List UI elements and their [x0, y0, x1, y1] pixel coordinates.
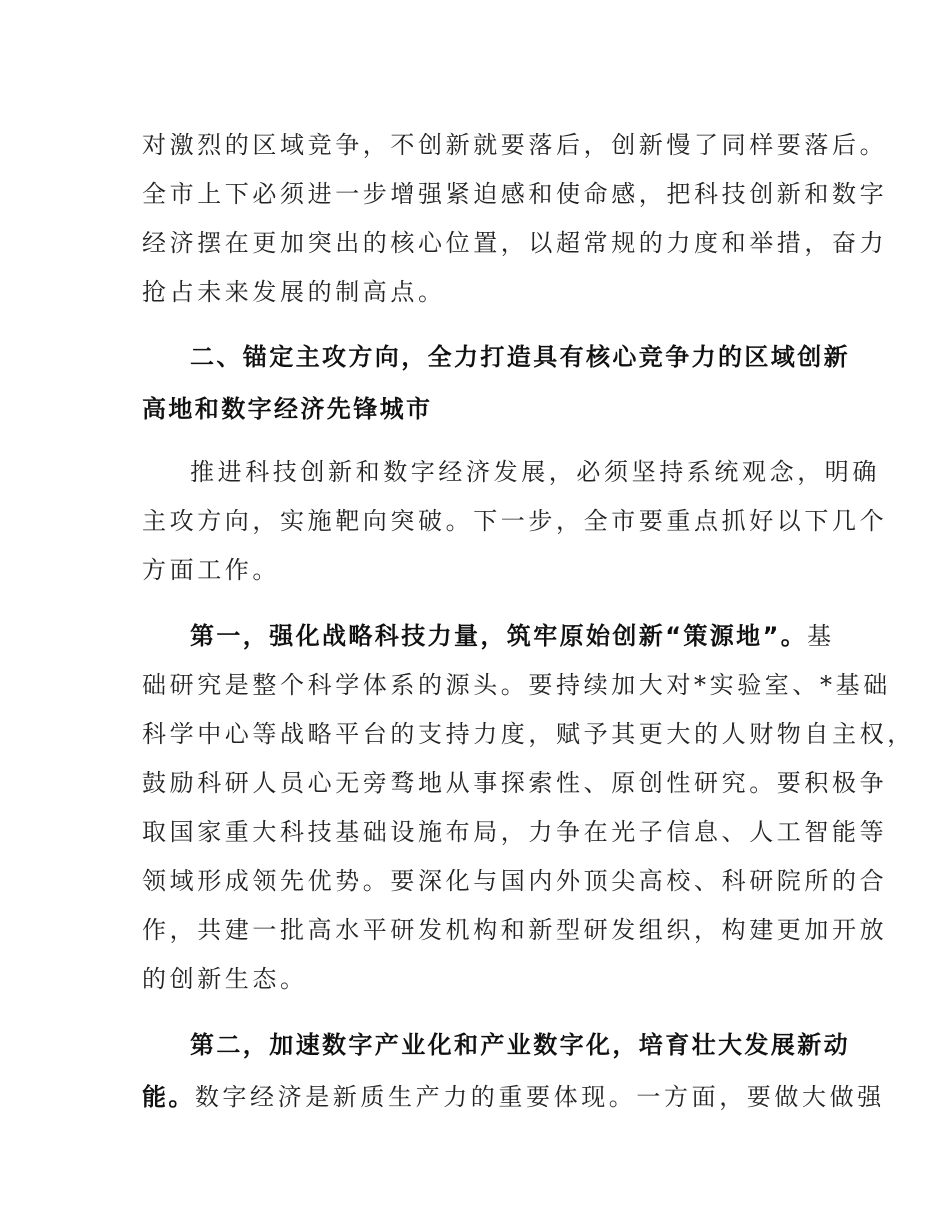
paragraph-4-lead-end: 能。	[142, 1083, 195, 1111]
paragraph-3-lead-sentence: 第一，强化战略科技力量，筑牢原始创新“策源地”。	[190, 622, 808, 650]
paragraph-4-lead-line-1: 第二，加速数字产业化和产业数字化，培育壮大发展新动	[190, 1031, 850, 1059]
paragraph-4-line-2	[142, 1081, 885, 1113]
paragraph-4-line-2-rest: 数字经济是新质生产力的重要体现。一方面，要做大做强	[194, 1083, 885, 1111]
paragraph-1-line-4: 抢占未来发展的制高点。	[142, 278, 446, 306]
paragraph-3-line-3: 科学中心等战略平台的支持力度，赋予其更大的人财物自主权，	[142, 720, 915, 748]
paragraph-2-line-2: 主攻方向，实施靶向突破。下一步，全市要重点抓好以下几个	[142, 507, 888, 535]
paragraph-3-line-2: 础研究是整个科学体系的源头。要持续加大对*实验室、*基础	[142, 671, 891, 699]
paragraph-3-line-8: 的创新生态。	[142, 965, 308, 993]
paragraph-2-line-1: 推进科技创新和数字经济发展，必须坚持系统观念，明确	[190, 458, 880, 486]
section-heading-line-1: 二、锚定主攻方向，全力打造具有核心竞争力的区域创新	[190, 343, 850, 371]
paragraph-1-line-2: 全市上下必须进一步增强紧迫感和使命感，把科技创新和数字	[142, 180, 888, 208]
paragraph-3-line-5: 取国家重大科技基础设施布局，力争在光子信息、人工智能等	[142, 818, 888, 846]
section-heading-line-2: 高地和数字经济先锋城市	[142, 395, 433, 423]
paragraph-1-line-1: 对激烈的区域竞争，不创新就要落后，创新慢了同样要落后。	[142, 131, 888, 159]
paragraph-1-line-3: 经济摆在更加突出的核心位置，以超常规的力度和举措，奋力	[142, 229, 888, 257]
paragraph-3-line-7: 作，共建一批高水平研发机构和新型研发组织，构建更加开放	[142, 916, 888, 944]
paragraph-3-line-4: 鼓励科研人员心无旁骛地从事探索性、原创性研究。要积极争	[142, 769, 888, 797]
paragraph-3-line-6: 领域形成领先优势。要深化与国内外顶尖高校、科研院所的合	[142, 867, 888, 895]
paragraph-2-line-3: 方面工作。	[142, 556, 280, 584]
paragraph-3-line-1-rest: 基	[807, 622, 835, 650]
paragraph-3-line-1	[190, 620, 835, 652]
